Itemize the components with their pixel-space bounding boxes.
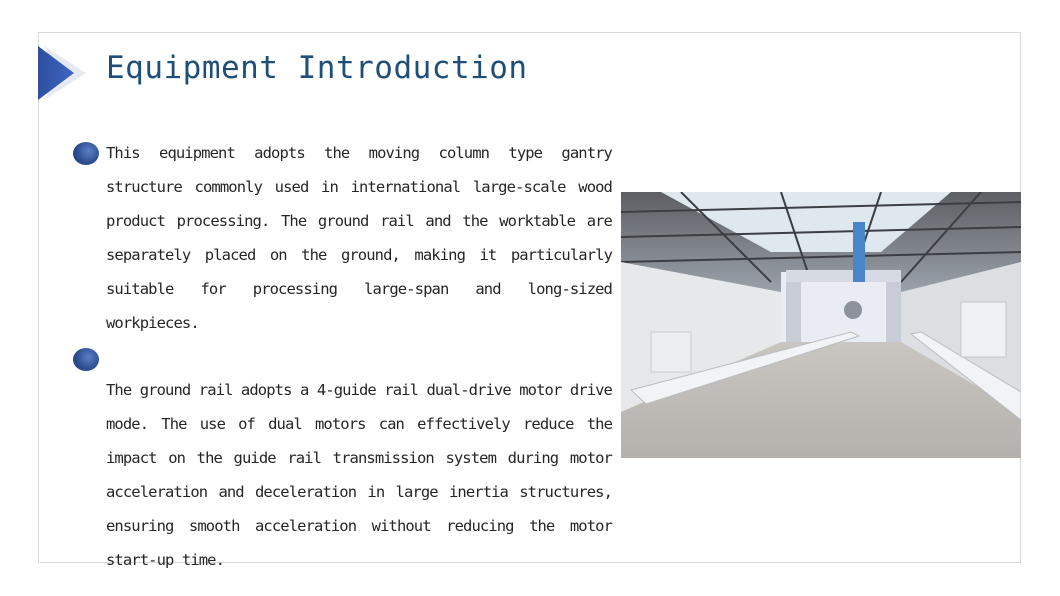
bullet-dot-icon — [73, 348, 99, 371]
chevron-arrow-icon — [38, 46, 88, 100]
paragraph-2: The ground rail adopts a 4-guide rail dual-drive motor drive mode. The use of dual motors can effectively reduce the impact on the guide rail transmission system during motor acceleration and deceleration in large inertia structures, ensuring smooth acceleration without reducing the motor start-up time. — [106, 381, 612, 569]
bullet-dot-icon — [73, 142, 99, 165]
page-title: Equipment Introduction — [106, 50, 528, 86]
paragraph-1: This equipment adopts the moving column type gantry structure commonly used in international large-scale wood product processing. The ground rail and the worktable are separately placed on the ground, making it particularly suitable for processing large-span and long-sized workpieces. — [106, 144, 612, 332]
equipment-photo — [621, 192, 1021, 458]
